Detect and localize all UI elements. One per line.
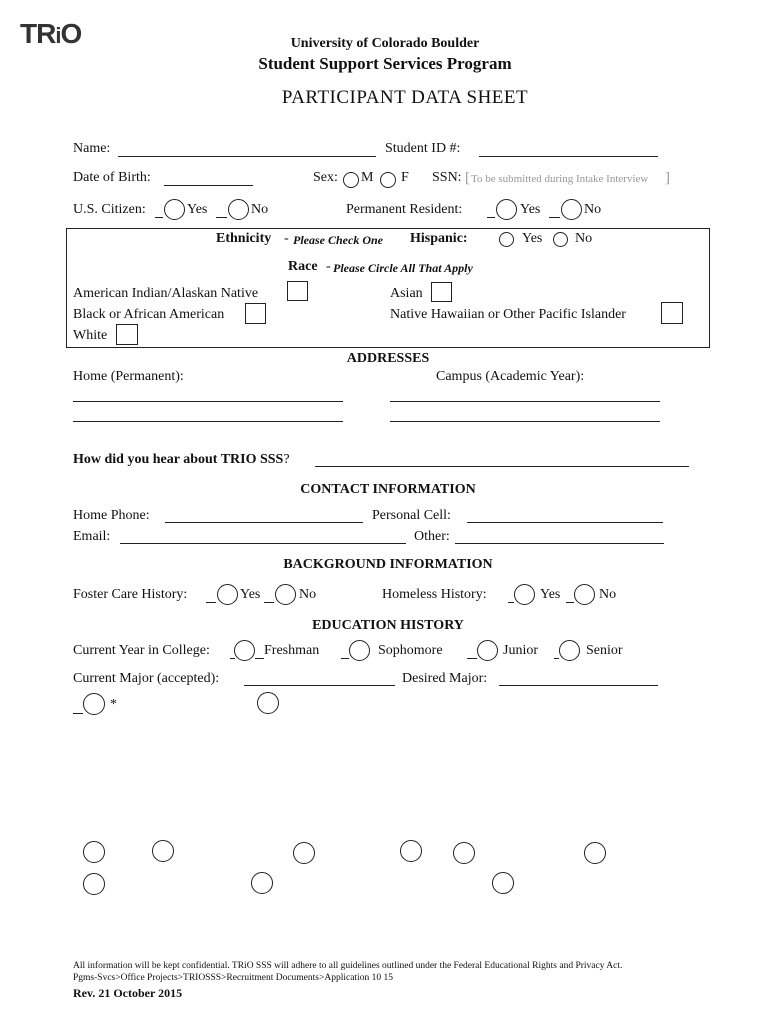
university-name: University of Colorado Boulder xyxy=(290,36,480,51)
foster-yes-underline xyxy=(206,602,216,603)
resident-yes-radio[interactable] xyxy=(496,199,517,220)
resident-no-label: No xyxy=(584,202,602,217)
foster-no-label: No xyxy=(299,587,317,602)
race-dash: - xyxy=(326,259,331,274)
citizen-no-underline xyxy=(216,217,227,218)
sophomore-label: Sophomore xyxy=(378,643,443,658)
homeless-no-label: No xyxy=(599,587,617,602)
ethnicity-dash: - xyxy=(284,231,289,246)
ethnicity-label: Ethnicity xyxy=(216,231,272,246)
hispanic-yes-radio[interactable] xyxy=(499,232,514,247)
sex-label: Sex: xyxy=(313,170,338,185)
senior-radio[interactable] xyxy=(559,640,580,661)
home-address-label: Home (Permanent): xyxy=(73,369,184,384)
education-title: EDUCATION HISTORY xyxy=(312,618,464,633)
sex-m-label: M xyxy=(361,170,374,185)
student-id-label: Student ID #: xyxy=(385,141,461,156)
hispanic-no-radio[interactable] xyxy=(553,232,568,247)
homeless-label: Homeless History: xyxy=(382,587,487,602)
desired-major-label: Desired Major: xyxy=(402,671,488,686)
empty-circle-8[interactable] xyxy=(251,872,273,894)
freshman-label: Freshman xyxy=(264,643,320,658)
program-name: Student Support Services Program xyxy=(258,54,512,73)
race-black-label: Black or African American xyxy=(73,307,225,322)
citizen-yes-underline xyxy=(155,217,163,218)
empty-circle-4[interactable] xyxy=(400,840,422,862)
sex-f-radio[interactable] xyxy=(380,172,396,188)
foster-no-underline xyxy=(264,602,274,603)
cell-label: Personal Cell: xyxy=(372,508,451,523)
asterisk-mark: * xyxy=(110,697,117,712)
junior-radio[interactable] xyxy=(477,640,498,661)
race-hawaiian-label: Native Hawaiian or Other Pacific Islander xyxy=(390,307,626,322)
hispanic-label: Hispanic: xyxy=(410,231,468,246)
empty-circle-7[interactable] xyxy=(83,873,105,895)
homeless-no-radio[interactable] xyxy=(574,584,595,605)
citizen-yes-label: Yes xyxy=(187,202,208,217)
citizen-no-radio[interactable] xyxy=(228,199,249,220)
race-asian-label: Asian xyxy=(390,286,423,301)
sophomore-underline xyxy=(341,658,349,659)
sophomore-radio[interactable] xyxy=(349,640,370,661)
sex-m-radio[interactable] xyxy=(343,172,359,188)
cell-field[interactable] xyxy=(467,522,663,523)
citizen-label: U.S. Citizen: xyxy=(73,202,146,217)
resident-yes-label: Yes xyxy=(520,202,541,217)
race-american-indian-checkbox[interactable] xyxy=(287,281,308,301)
foster-label: Foster Care History: xyxy=(73,587,188,602)
race-hawaiian-checkbox[interactable] xyxy=(661,302,683,324)
name-field[interactable] xyxy=(118,156,376,157)
ssn-label: SSN: xyxy=(432,170,462,185)
ssn-bracket-close: ] xyxy=(665,170,670,186)
ethnicity-instruction: Please Check One xyxy=(293,233,383,247)
citizen-no-label: No xyxy=(251,202,269,217)
ssn-note: To be submitted during Intake Interview xyxy=(471,173,649,185)
home-address-line-1[interactable] xyxy=(73,401,343,402)
resident-no-radio[interactable] xyxy=(561,199,582,220)
senior-underline xyxy=(554,658,559,659)
home-phone-field[interactable] xyxy=(165,522,363,523)
senior-label: Senior xyxy=(586,643,623,658)
revision-date: Rev. 21 October 2015 xyxy=(73,986,183,1000)
empty-circle-3[interactable] xyxy=(293,842,315,864)
homeless-yes-radio[interactable] xyxy=(514,584,535,605)
extra-underline xyxy=(73,713,83,714)
page-title: PARTICIPANT DATA SHEET xyxy=(281,87,529,108)
name-label: Name: xyxy=(73,141,111,156)
race-asian-checkbox[interactable] xyxy=(431,282,452,302)
background-title: BACKGROUND INFORMATION xyxy=(283,557,493,572)
hispanic-yes-label: Yes xyxy=(522,231,543,246)
hispanic-no-label: No xyxy=(575,231,593,246)
campus-address-line-2[interactable] xyxy=(390,421,660,422)
email-field[interactable] xyxy=(120,543,406,544)
foster-no-radio[interactable] xyxy=(275,584,296,605)
race-label: Race xyxy=(288,259,318,274)
junior-underline xyxy=(467,658,477,659)
student-id-field[interactable] xyxy=(479,156,658,157)
resident-no-underline xyxy=(549,217,560,218)
freshman-underline-after xyxy=(255,658,264,659)
freshman-underline xyxy=(230,658,235,659)
document-path: Pgms-Svcs>Office Projects>TRIOSSS>Recruitment Documents>Application 10 15 xyxy=(73,973,393,983)
freshman-radio[interactable] xyxy=(234,640,255,661)
empty-circle-1[interactable] xyxy=(83,841,105,863)
foster-yes-radio[interactable] xyxy=(217,584,238,605)
empty-circle-9[interactable] xyxy=(492,872,514,894)
email-label: Email: xyxy=(73,529,111,544)
referral-field[interactable] xyxy=(315,466,689,467)
race-white-label: White xyxy=(73,328,108,343)
empty-circle-2[interactable] xyxy=(152,840,174,862)
ssn-bracket-open: [ xyxy=(465,170,470,186)
campus-address-label: Campus (Academic Year): xyxy=(436,369,585,384)
sex-f-label: F xyxy=(401,170,409,185)
foster-yes-label: Yes xyxy=(240,587,261,602)
empty-circle-5[interactable] xyxy=(453,842,475,864)
extra-radio-1[interactable] xyxy=(83,693,105,715)
resident-yes-underline xyxy=(487,217,495,218)
citizen-yes-radio[interactable] xyxy=(164,199,185,220)
campus-address-line-1[interactable] xyxy=(390,401,660,402)
homeless-no-underline xyxy=(566,602,574,603)
addresses-title: ADDRESSES xyxy=(346,351,430,366)
current-major-field[interactable] xyxy=(244,685,395,686)
homeless-yes-underline xyxy=(508,602,514,603)
other-field[interactable] xyxy=(455,543,664,544)
extra-radio-2[interactable] xyxy=(257,692,279,714)
dob-field[interactable] xyxy=(164,185,253,186)
dob-label: Date of Birth: xyxy=(73,170,151,185)
junior-label: Junior xyxy=(503,643,538,658)
year-label: Current Year in College: xyxy=(73,643,210,658)
empty-circle-6[interactable] xyxy=(584,842,606,864)
home-address-line-2[interactable] xyxy=(73,421,343,422)
resident-label: Permanent Resident: xyxy=(346,202,463,217)
other-label: Other: xyxy=(414,529,450,544)
race-instruction: Please Circle All That Apply xyxy=(333,261,473,275)
confidentiality-note: All information will be kept confidential. TRiO SSS will adhere to all guidelines outlined under the Federal Educational Rights and Privacy Act. xyxy=(73,961,623,971)
race-white-checkbox[interactable] xyxy=(116,324,138,345)
race-black-checkbox[interactable] xyxy=(245,303,266,324)
desired-major-field[interactable] xyxy=(499,685,658,686)
homeless-yes-label: Yes xyxy=(540,587,561,602)
trio-logo: TRiO xyxy=(20,18,82,49)
race-american-indian-label: American Indian/Alaskan Native xyxy=(73,286,259,301)
contact-title: CONTACT INFORMATION xyxy=(300,482,476,497)
current-major-label: Current Major (accepted): xyxy=(73,671,220,686)
referral-label: How did you hear about TRIO SSS? xyxy=(73,452,290,467)
home-phone-label: Home Phone: xyxy=(73,508,150,523)
